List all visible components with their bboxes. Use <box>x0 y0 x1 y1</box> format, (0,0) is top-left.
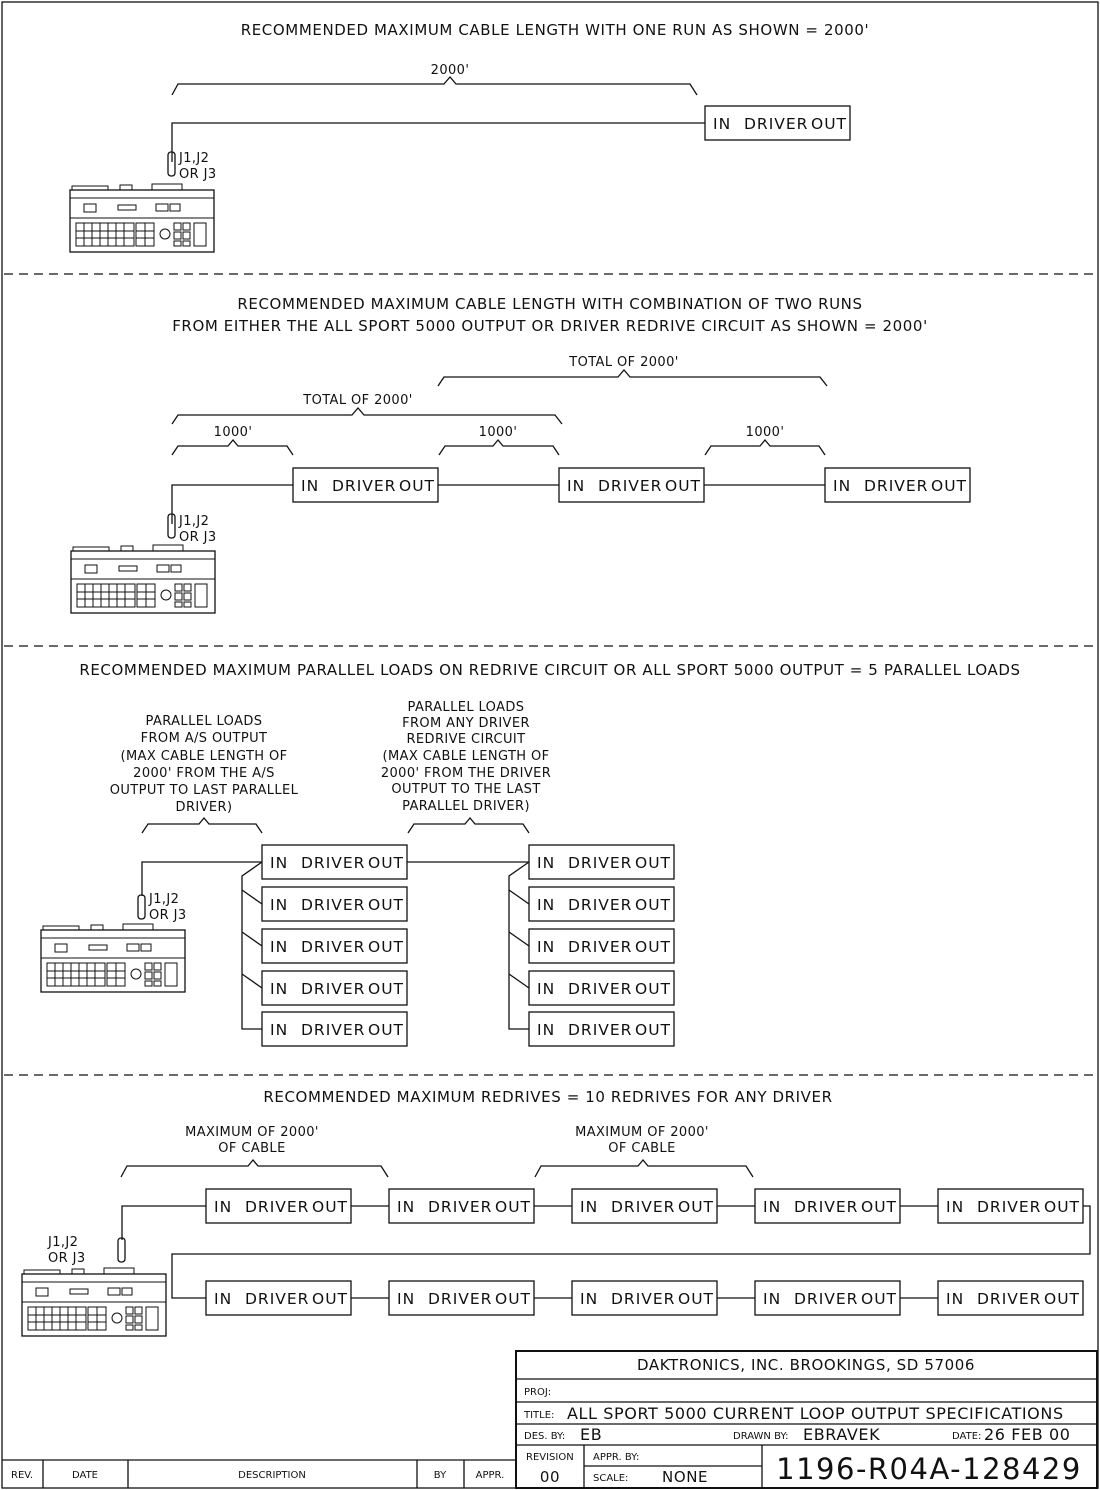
all-sport-5000-console <box>41 924 185 992</box>
driver-box <box>262 929 407 963</box>
drawn-by-label: DRAWN BY: <box>733 1431 789 1442</box>
driver-box <box>389 1189 534 1223</box>
total-bracket <box>438 370 827 386</box>
date-label: DATE: <box>952 1431 982 1442</box>
total-bracket <box>172 408 562 424</box>
connector-label: OR J3 <box>179 530 217 545</box>
driver-box <box>529 845 674 879</box>
driver-box <box>262 845 407 879</box>
max-bracket <box>535 1160 753 1177</box>
note-line: OUTPUT TO LAST PARALLEL <box>109 783 299 798</box>
cable-line <box>172 123 705 162</box>
parallel-tap <box>242 932 262 946</box>
connector-label: OR J3 <box>48 1251 86 1266</box>
section-two-runs <box>71 295 970 613</box>
cable-line <box>122 1206 206 1240</box>
des-by-label: DES. BY: <box>524 1431 566 1442</box>
driver-box <box>825 468 970 502</box>
connector-label: J1,J2 <box>149 892 180 907</box>
driver-box <box>572 1281 717 1315</box>
drawing-title: ALL SPORT 5000 CURRENT LOOP OUTPUT SPECIFICATIONS <box>567 1404 1064 1423</box>
date-column-header: DATE <box>71 1470 99 1481</box>
des-by-value: EB <box>580 1425 603 1444</box>
scale-value: NONE <box>662 1468 709 1486</box>
section3-heading: RECOMMENDED MAXIMUM PARALLEL LOADS ON REDRIVE CIRCUIT OR ALL SPORT 5000 OUTPUT = 5 PARALLEL LOADS <box>79 661 1021 679</box>
note-line: PARALLEL DRIVER) <box>402 799 530 814</box>
parallel-note-left <box>110 714 299 815</box>
drawing-number: 1196-R04A-128429 <box>776 1452 1082 1486</box>
rev-column-header: REV. <box>11 1470 33 1481</box>
segment-bracket <box>705 440 825 455</box>
appr-column-header: APPR. <box>475 1470 505 1481</box>
segment-bracket <box>439 440 559 455</box>
span-bracket <box>172 77 697 95</box>
connector-label: J1,J2 <box>179 151 210 166</box>
driver-box <box>705 106 850 140</box>
driver-box <box>293 468 438 502</box>
revision-label: REVISION <box>526 1452 574 1463</box>
note-line: REDRIVE CIRCUIT <box>406 732 526 747</box>
note-line: 2000' FROM THE DRIVER <box>380 766 552 781</box>
note-line: FROM A/S OUTPUT <box>140 731 268 746</box>
driver-box <box>529 887 674 921</box>
max-label: OF CABLE <box>608 1141 676 1156</box>
schematic-drawing: IN DRIVER OUT RECOMMENDED MAXIMUM CABLE LENGTH WITH ONE RUN AS SHOWN = 2000' 2000' J1,J2 OR J3 RECOMMENDED MAXIMUM CABLE LENGTH WITH COMBINATION OF TWO RUNS FROM EITHER THE ALL SPORT 5000 OUTPUT OR DRIVER REDRIVE CIRCUIT AS SHOWN = 2000' TOTAL OF 2000' TOTAL OF 2000' 1000' 1000' 1000' J1,J2 OR J3 RECOMMENDED MAXIMUM PARALLEL LOADS ON REDRIVE CIRCUIT OR ALL SPORT 5000 OUTPUT = 5 PARALLEL LOADS PARALLEL LOADS FROM A/S OUTPUT (MAX CABLE LENGTH OF 2000' FROM THE A/S OUTPUT TO LAST PARALLEL DRIVER) PARALLEL LOADS FROM ANY DRIVER REDRIVE CIRCUIT (MAX CABLE LENGTH OF 2000' FROM THE DRIVER OUTPUT TO THE LAST PARALLEL DRIVER) J1,J2 OR J3 RECOMMENDED MAXIMUM REDRIVES = 10 REDRIVES FOR ANY DRIVER MAXIMUM OF 2000' OF CABLE MAXIMUM OF 2000' OF CABLE J1,J2 OR J3 REV. DATE DESCRIPTION BY APPR. DAKTRONICS, INC. BROOKINGS, SD 57006 PROJ: TITLE: ALL SPORT 5000 CURRENT LOOP OUTPUT SPECIFICATIONS DES. BY: EB DRAWN BY: EBRAVEK DATE: 26 FEB 00 REVISION 00 APPR. BY: SCALE: NONE 1196-R04A-128429 <box>0 0 1100 1490</box>
parallel-bus <box>242 862 262 1029</box>
driver-box <box>559 468 704 502</box>
date-value: 26 FEB 00 <box>984 1425 1071 1444</box>
driver-box <box>529 1012 674 1046</box>
revision-block <box>2 1460 516 1488</box>
section2-heading: RECOMMENDED MAXIMUM CABLE LENGTH WITH COMBINATION OF TWO RUNS <box>237 295 863 313</box>
note-line: OUTPUT TO THE LAST <box>391 782 541 797</box>
parallel-tap <box>509 890 529 904</box>
segment-label: 1000' <box>213 425 253 440</box>
driver-box <box>572 1189 717 1223</box>
all-sport-5000-console <box>71 545 215 613</box>
driver-box <box>529 971 674 1005</box>
driver-box <box>938 1189 1083 1223</box>
note-line: DRIVER) <box>175 800 233 815</box>
company-name: DAKTRONICS, INC. BROOKINGS, SD 57006 <box>636 1356 976 1374</box>
note-line: FROM ANY DRIVER <box>402 716 530 731</box>
by-column-header: BY <box>433 1470 447 1481</box>
description-column-header: DESCRIPTION <box>238 1470 306 1481</box>
all-sport-5000-console <box>70 184 214 252</box>
revision-value: 00 <box>539 1468 561 1486</box>
driver-box <box>529 929 674 963</box>
proj-label: PROJ: <box>524 1387 552 1398</box>
driver-box <box>389 1281 534 1315</box>
connector-plug <box>118 1238 125 1262</box>
driver-box <box>938 1281 1083 1315</box>
section1-heading: RECOMMENDED MAXIMUM CABLE LENGTH WITH ONE RUN AS SHOWN = 2000' <box>240 21 870 39</box>
parallel-tap <box>509 974 529 988</box>
segment-label: 1000' <box>478 425 518 440</box>
section-one-run <box>70 21 869 252</box>
parallel-bus <box>509 862 529 1029</box>
driver-box <box>206 1189 351 1223</box>
total-label: TOTAL OF 2000' <box>303 393 413 408</box>
connector-label: OR J3 <box>179 167 217 182</box>
max-label: MAXIMUM OF 2000' <box>575 1125 709 1140</box>
note-line: 2000' FROM THE A/S <box>133 766 275 781</box>
scale-label: SCALE: <box>593 1473 629 1484</box>
span-label: 2000' <box>430 63 470 78</box>
drawn-by-value: EBRAVEK <box>803 1425 881 1444</box>
driver-box <box>262 1012 407 1046</box>
title-block <box>516 1351 1097 1488</box>
max-bracket <box>121 1160 388 1177</box>
segment-label: 1000' <box>745 425 785 440</box>
driver-box <box>755 1281 900 1315</box>
driver-box <box>262 971 407 1005</box>
note-line: (MAX CABLE LENGTH OF <box>382 749 550 764</box>
section-parallel-loads <box>41 661 1021 1046</box>
section-redrives <box>22 1088 1090 1336</box>
driver-box <box>206 1281 351 1315</box>
max-label: OF CABLE <box>218 1141 286 1156</box>
parallel-tap <box>509 932 529 946</box>
parallel-tap <box>242 890 262 904</box>
connector-label: J1,J2 <box>48 1235 79 1250</box>
connector-label: J1,J2 <box>179 514 210 529</box>
driver-box <box>262 887 407 921</box>
driver-box <box>755 1189 900 1223</box>
appr-by-label: APPR. BY: <box>593 1452 640 1463</box>
parallel-tap <box>242 974 262 988</box>
note-line: (MAX CABLE LENGTH OF <box>120 749 288 764</box>
all-sport-5000-console <box>22 1268 166 1336</box>
parallel-note-right <box>381 700 551 814</box>
parallel-bracket <box>142 818 262 833</box>
section2-heading: FROM EITHER THE ALL SPORT 5000 OUTPUT OR DRIVER REDRIVE CIRCUIT AS SHOWN = 2000' <box>172 317 928 335</box>
total-label: TOTAL OF 2000' <box>569 355 679 370</box>
section4-heading: RECOMMENDED MAXIMUM REDRIVES = 10 REDRIVES FOR ANY DRIVER <box>263 1088 833 1106</box>
title-label: TITLE: <box>524 1410 555 1421</box>
connector-plug <box>138 895 145 919</box>
connector-label: OR J3 <box>149 908 187 923</box>
max-label: MAXIMUM OF 2000' <box>185 1125 319 1140</box>
note-line: PARALLEL LOADS <box>145 714 263 729</box>
note-line: PARALLEL LOADS <box>407 700 525 715</box>
parallel-bracket <box>408 818 529 833</box>
segment-bracket <box>172 440 293 455</box>
